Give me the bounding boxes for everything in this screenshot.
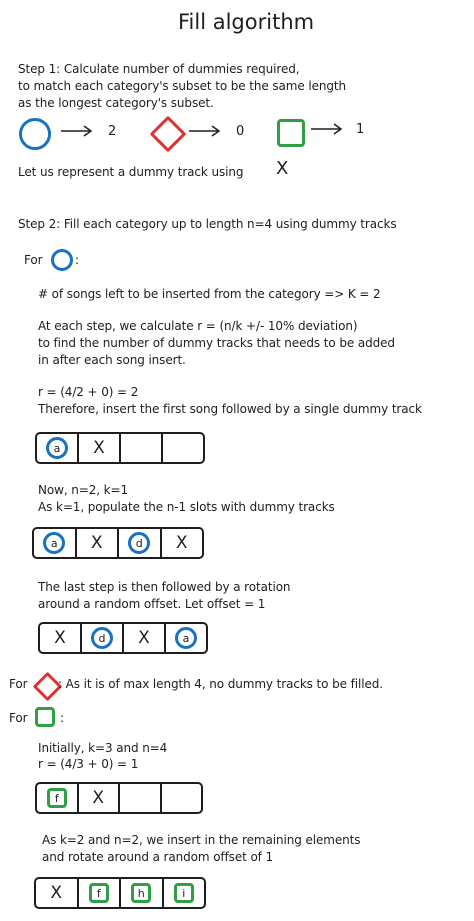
red-dummy-count: 0 xyxy=(236,124,245,139)
dummy-x-symbol: X xyxy=(276,158,289,179)
slot xyxy=(117,529,160,557)
diagram-title: Fill algorithm xyxy=(178,10,315,34)
slot xyxy=(162,879,205,907)
track-slots-row xyxy=(35,782,203,814)
for-label: For xyxy=(9,677,28,691)
blue-song-marker: a xyxy=(175,627,197,649)
slot: X xyxy=(77,434,119,462)
blue-circle-category-icon xyxy=(51,249,73,271)
slot xyxy=(118,784,160,812)
blue-song-marker: a xyxy=(46,437,68,459)
songs-left-text: # of songs left to be inserted from the category => K = 2 xyxy=(38,287,381,301)
arrow-right-icon xyxy=(310,122,344,136)
slot: X xyxy=(54,628,66,648)
green-dummy-count: 1 xyxy=(356,122,365,137)
dummy-definition-text: Let us represent a dummy track using xyxy=(18,165,244,179)
slot xyxy=(119,434,161,462)
blue-song-marker: a xyxy=(43,532,65,554)
arrow-right-icon xyxy=(60,124,94,138)
slot xyxy=(37,784,77,812)
blue-song-marker: d xyxy=(91,627,113,649)
step1-line-3: as the longest category's subset. xyxy=(18,96,214,110)
step1-line-1: Step 1: Calculate number of dummies required, xyxy=(18,62,300,76)
green-song-marker: f xyxy=(89,883,109,903)
green-init-line-2: r = (4/3 + 0) = 1 xyxy=(38,757,139,771)
green-song-marker: h xyxy=(131,883,151,903)
slot xyxy=(77,879,120,907)
for-label: For xyxy=(24,253,43,267)
colon: : xyxy=(75,253,79,267)
slot xyxy=(80,624,122,652)
green-song-marker: f xyxy=(47,788,67,808)
slot: X xyxy=(77,784,119,812)
colon: : xyxy=(60,711,64,725)
blue-dummy-count: 2 xyxy=(108,124,117,139)
green-init-line-1: Initially, k=3 and n=4 xyxy=(38,741,168,755)
red-diamond-category-icon xyxy=(150,116,187,153)
slot xyxy=(164,624,206,652)
slot: X xyxy=(160,529,203,557)
calc-line-3: in after each song insert. xyxy=(38,353,186,367)
step2-heading: Step 2: Fill each category up to length n=4 using dummy tracks xyxy=(18,217,397,231)
slot xyxy=(161,434,203,462)
r-value-line: r = (4/2 + 0) = 2 xyxy=(38,385,139,399)
blue-song-marker: d xyxy=(128,532,150,554)
green-song-marker: i xyxy=(174,883,194,903)
green-final-line-2: and rotate around a random offset of 1 xyxy=(42,850,274,864)
green-square-category-icon xyxy=(277,119,305,147)
step1-line-2: to match each category's subset to be the same length xyxy=(18,79,347,93)
slot xyxy=(160,784,202,812)
green-square-category-icon xyxy=(35,707,55,727)
red-category-note: : As it is of max length 4, no dummy tracks to be filled. xyxy=(58,677,383,691)
now-line-1: Now, n=2, k=1 xyxy=(38,483,129,497)
track-slots-row xyxy=(35,432,205,464)
slot xyxy=(34,529,75,557)
rotation-line-2: around a random offset. Let offset = 1 xyxy=(38,597,266,611)
slot xyxy=(119,879,162,907)
track-slots-row xyxy=(34,877,206,909)
green-final-line-1: As k=2 and n=2, we insert in the remaining elements xyxy=(42,833,361,847)
slot: X xyxy=(50,883,63,903)
rotation-line-1: The last step is then followed by a rotation xyxy=(38,580,291,594)
blue-circle-category-icon xyxy=(19,118,51,150)
slot: X xyxy=(122,624,164,652)
slot: X xyxy=(75,529,118,557)
slot xyxy=(37,434,77,462)
calc-line-2: to find the number of dummy tracks that needs to be added xyxy=(38,336,395,350)
for-label: For xyxy=(9,711,28,725)
now-line-2: As k=1, populate the n-1 slots with dummy tracks xyxy=(38,500,335,514)
track-slots-row xyxy=(32,527,204,559)
calc-line-1: At each step, we calculate r = (n/k +/- 10% deviation) xyxy=(38,319,358,333)
track-slots-row xyxy=(38,622,208,654)
therefore-line: Therefore, insert the first song followed by a single dummy track xyxy=(38,402,422,416)
arrow-right-icon xyxy=(188,124,222,138)
